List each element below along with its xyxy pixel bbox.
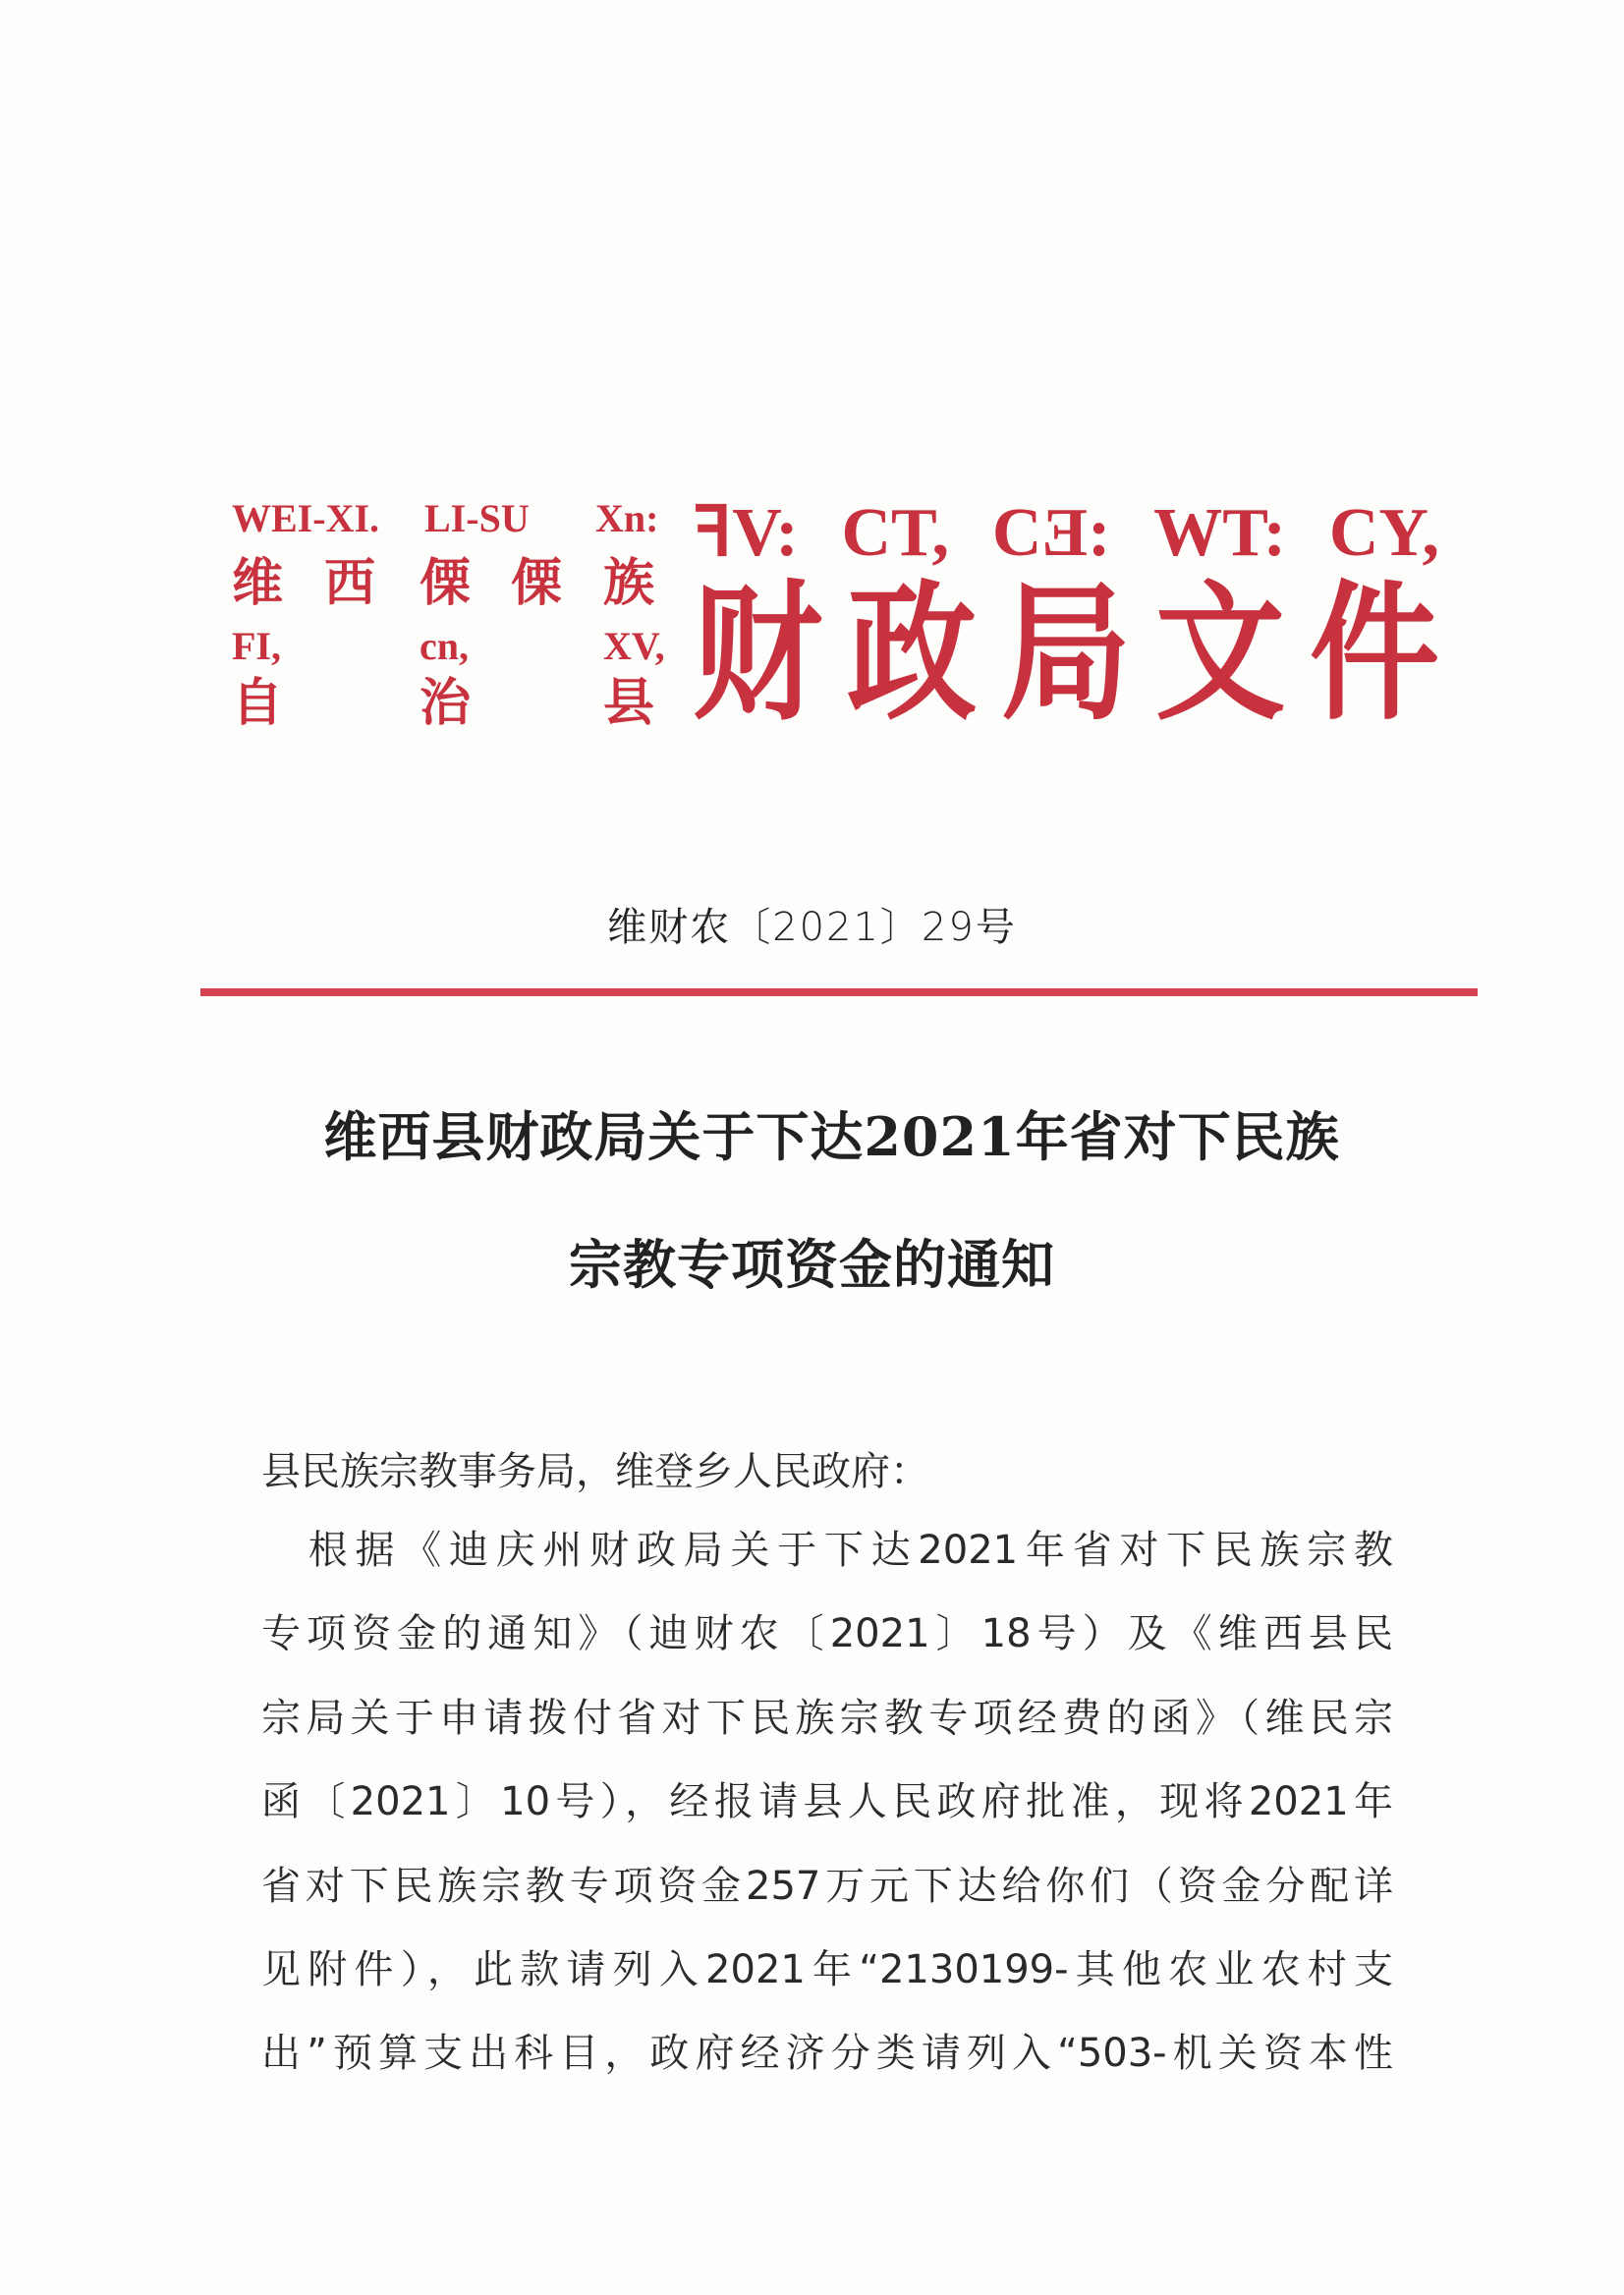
document-number: 维财农〔2021〕29号 [607,905,1017,950]
letterhead-title-char: 政 [847,566,977,742]
letterhead-char: 治 [420,673,472,733]
letterhead-title-char: 财 [693,566,822,742]
body-line: 函〔2021〕10号），经报请县人民政府批准，现将2021年 [261,1779,1393,1824]
letterhead-char: 族 [603,553,655,613]
letterhead-title-char: 局 [1001,566,1131,742]
document-title-line-2: 宗教专项资金的通知 [569,1233,1055,1296]
letterhead-pinyin: CT, [841,495,950,571]
letterhead-pinyin-li-su: LI-SU [424,496,530,540]
letterhead-char: 县 [603,673,655,733]
body-line: 宗局关于申请拨付省对下民族宗教专项经费的函》（维民宗 [261,1696,1393,1741]
letterhead-char: 西 [324,553,376,613]
letterhead-pinyin: WT: [1153,495,1287,571]
letterhead-pinyin-xv: XV, [603,624,665,668]
letterhead-title-char: 文 [1155,566,1285,742]
letterhead-char: 自 [232,673,284,733]
letterhead-char: 傈 [511,553,563,613]
letterhead-pinyin-wei-xi: WEI-XI. [232,496,380,540]
letterhead-char: 傈 [420,553,472,613]
letterhead-pinyin-right [693,495,1439,571]
document-title-line-1: 维西县财政局关于下达2021年省对下民族 [323,1105,1340,1168]
body-line: 出”预算支出科目，政府经济分类请列入“503-机关资本性 [261,2031,1393,2076]
body-line: 省对下民族宗教专项资金257万元下达给你们（资金分配详 [261,1864,1393,1909]
letterhead-pinyin: ꟻV: [693,495,799,571]
letterhead-pinyin: CƎ: [991,495,1111,571]
letterhead-pinyin: CY, [1328,495,1439,571]
letterhead-title [693,566,1439,742]
letterhead-char: 维 [232,553,284,613]
letterhead-pinyin-cn: cn, [420,624,469,668]
letterhead-title-char: 件 [1310,566,1439,742]
body-line: 根据《迪庆州财政局关于下达2021年省对下民族宗教 [261,1528,1393,1573]
red-divider-line [200,988,1478,996]
body-line: 见附件），此款请列入2021年“2130199-其他农业农村支 [261,1947,1393,1992]
body-line: 专项资金的通知》（迪财农〔2021〕18号）及《维西县民 [261,1611,1393,1656]
salutation: 县民族宗教事务局，维登乡人民政府： [261,1449,929,1494]
letterhead-pinyin-fi: FI, [232,624,281,668]
letterhead-pinyin-xn: Xn: [595,496,659,540]
